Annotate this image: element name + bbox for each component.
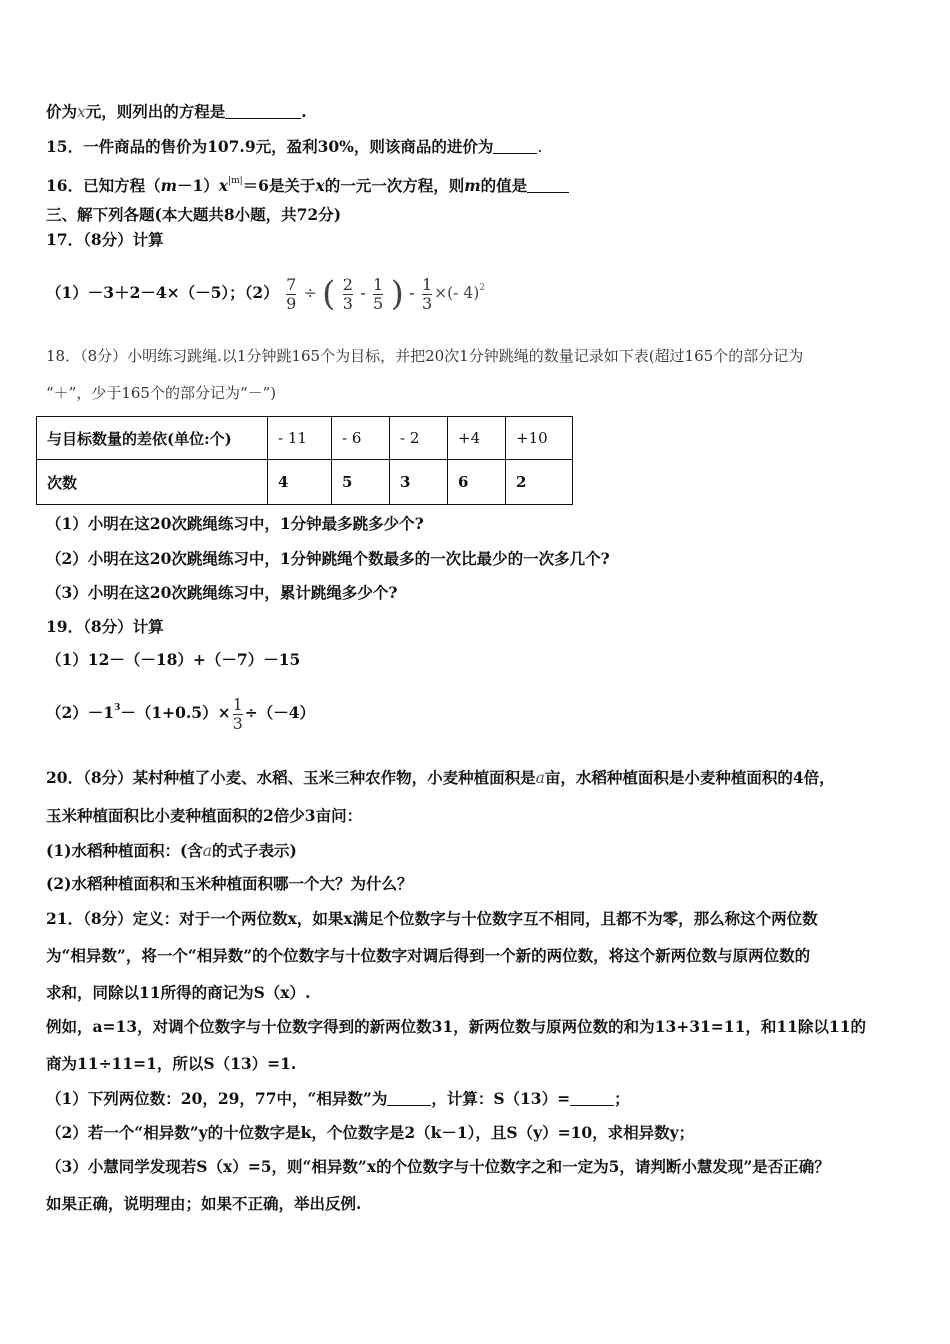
q18-sub1: （1）小明在这20次跳绳练习中，1分钟最多跳多少个? <box>46 514 424 533</box>
answer-blank[interactable] <box>387 1091 431 1106</box>
table-header-cell: 次数 <box>37 460 268 505</box>
fraction: $\frac{1}{5}$ <box>373 274 384 313</box>
q21-sub2: （2）若一个“相异数”y的十位数字是k，个位数字是2（k－1），且S（y）=10，求相异数y； <box>46 1123 695 1142</box>
table-cell: 2 <box>506 460 573 505</box>
q21-line1: 21．（8分）定义：对于一个两位数x，如果x满足个位数字与十位数字互不相同，且都不为零，那么称这个两位数 <box>46 909 818 928</box>
q19-title: 19．（8分）计算 <box>46 617 164 636</box>
right-paren: ) <box>390 274 404 314</box>
q20-sub2: (2)水稻种植面积和玉米种植面积哪一个大？为什么？ <box>46 874 413 893</box>
table-cell: 5 <box>332 460 390 505</box>
q21-line5: 商为11÷11=1，所以S（13）=1. <box>46 1054 297 1073</box>
q21-line4: 例如，a=13，对调个位数字与十位数字得到的新两位数31，新两位数与原两位数的和为13+31=11，和11除以11的 <box>46 1017 866 1036</box>
q21-sub3a: （3）小慧同学发现若S（x）=5，则“相异数”x的个位数字与十位数字之和一定为5，请判断小慧发现”是否正确？ <box>46 1157 830 1176</box>
q21-line3: 求和，同除以11所得的商记为S（x）. <box>46 983 311 1002</box>
q14-line: 价为x元，则列出的方程是 . <box>46 102 307 121</box>
q21-line2: 为“相异数”，将一个“相异数”的个位数字与十位数字对调后得到一个新的两位数，将这个新两位数与原两位数的 <box>46 946 811 965</box>
q15-line: 15．一件商品的售价为107.9元，盈利30%，则该商品的进价为 . <box>46 137 543 156</box>
q17-expressions: （1）－3＋2－4×（－5）；（2） $\frac{7}{9}$ ÷ ( $\frac{2}{3}$ - $\frac{1}{5}$ ) - $\frac{1}{3}$ ×(- 4)$^2$ <box>46 274 485 314</box>
table-cell: - 2 <box>390 417 448 460</box>
table-cell: 3 <box>390 460 448 505</box>
fraction: $\frac{1}{3}$ <box>232 694 243 733</box>
table-header-cell: 与目标数量的差依(单位:个) <box>37 417 268 460</box>
fraction: $\frac{1}{3}$ <box>421 274 433 313</box>
q19-part2: $(2)-1^3-(1+0.5)\times$ $\frac{1}{3}$ ÷（－4） <box>46 694 316 733</box>
table-cell: +10 <box>506 417 573 460</box>
left-paren: ( <box>322 274 336 314</box>
table-row <box>37 417 573 460</box>
table-cell: +4 <box>448 417 506 460</box>
table-row <box>37 460 573 505</box>
table-cell: 6 <box>448 460 506 505</box>
q20-line1: 20．（8分）某村种植了小麦、水稻、玉米三种农作物，小麦种植面积是a亩，水稻种植面积是小麦种植面积的4倍， <box>46 768 835 787</box>
q17-title: 17．（8分）计算 <box>46 230 164 249</box>
jump-rope-table <box>36 416 573 505</box>
table-cell: - 6 <box>332 417 390 460</box>
q21-sub1: （1）下列两位数：20，29，77中，“相异数”为 ，计算：S（13）= ； <box>46 1089 630 1108</box>
q20-line2: 玉米种植面积比小麦种植面积的2倍少3亩问： <box>46 806 363 825</box>
table-cell: 4 <box>268 460 332 505</box>
q19-part1: （1）12－（－18）+（－7）－15 <box>46 650 301 669</box>
answer-blank[interactable] <box>493 139 537 154</box>
q18-line1: 18．（8分）小明练习跳绳.以1分钟跳165个为目标，并把20次1分钟跳绳的数量记录如下表(超过165个的部分记为 <box>46 347 804 365</box>
q18-sub3: （3）小明在这20次跳绳练习中，累计跳绳多少个? <box>46 583 398 602</box>
section-heading: 三、解下列各题(本大题共8小题，共72分) <box>46 205 342 224</box>
q16-line: 16．已知方程$(m-1)x^{|m|}=6$是关于x的一元一次方程，则m的值是 <box>46 171 569 196</box>
table-cell: - 11 <box>268 417 332 460</box>
answer-blank[interactable] <box>570 1091 614 1106</box>
fraction: $\frac{7}{9}$ <box>286 274 297 313</box>
q18-line2: “＋”，少于165个的部分记为“－”) <box>46 384 277 402</box>
q21-sub3b: 如果正确，说明理由；如果不正确，举出反例. <box>46 1194 362 1213</box>
q20-sub1: (1)水稻种植面积：(含a的式子表示) <box>46 841 297 860</box>
fraction: $\frac{2}{3}$ <box>342 274 353 313</box>
q18-sub2: （2）小明在这20次跳绳练习中，1分钟跳绳个数最多的一次比最少的一次多几个? <box>46 549 610 568</box>
answer-blank[interactable] <box>527 178 569 193</box>
answer-blank[interactable] <box>225 104 301 119</box>
